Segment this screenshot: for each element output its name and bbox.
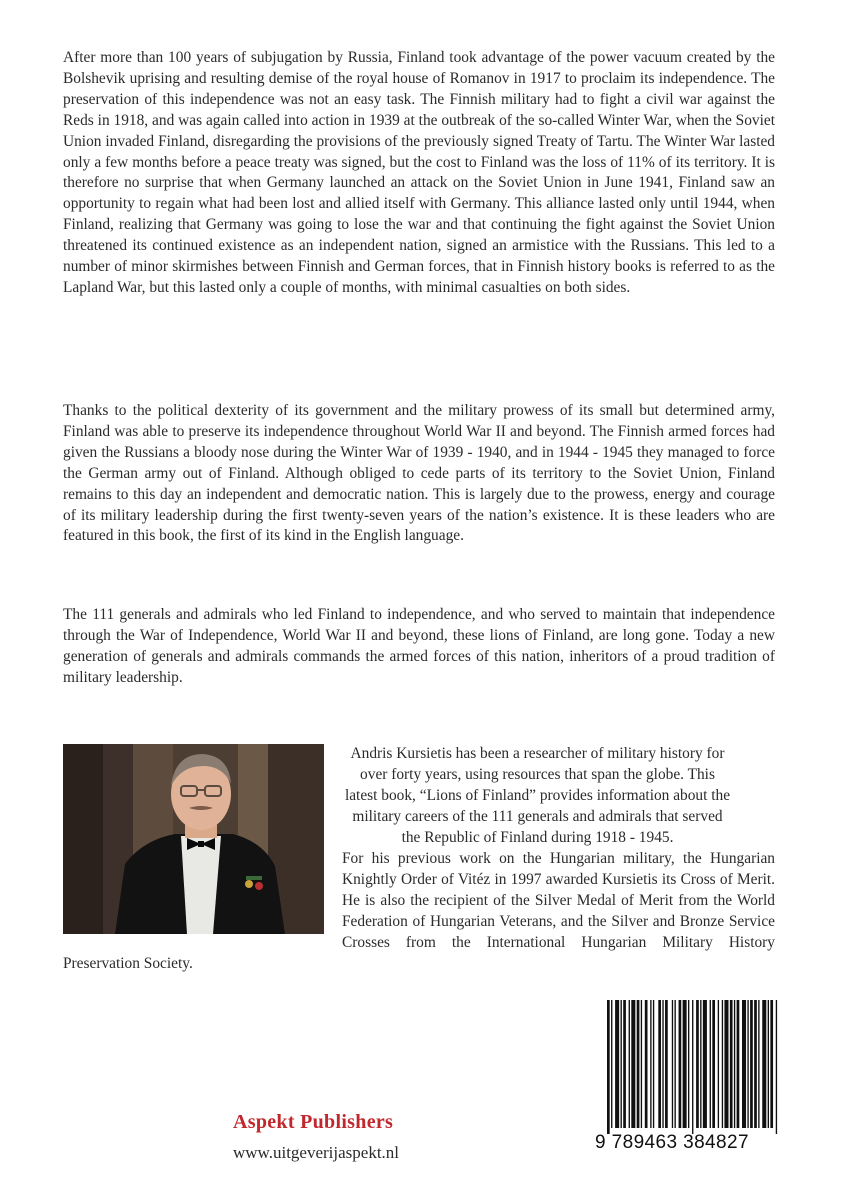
- barcode-bar: [747, 1000, 748, 1128]
- barcode-bar: [653, 1000, 654, 1128]
- barcode-bar: [722, 1000, 723, 1128]
- barcode-bar: [762, 1000, 766, 1128]
- barcode-bar: [615, 1000, 619, 1128]
- author-bio-paragraph-2: [63, 849, 775, 974]
- barcode-bar: [776, 1000, 777, 1134]
- publisher-name: Aspekt Publishers: [233, 1111, 394, 1133]
- history-paragraph-2: Thanks to the political dexterity of its government and the military prowess of its small but determined army, Finland was able to preserve its independence throughout World War II and beyond. The Finnish armed forces had given the Russians a bloody nose during the Winter War of 1939 - 1940, and in 1944 - 1945 they managed to force the German army out of Finland. Although obliged to cede parts of its territory to the Soviet Union, Finland remains to this day an independent and democratic nation. This is largely due to the prowess, energy and courage of its military leadership during the first twenty-seven years of the nation’s existence. It is these leaders who are featured in this book, the first of its kind in the English language.: [63, 402, 775, 545]
- barcode-bar: [631, 1000, 635, 1128]
- barcode-bar: [724, 1000, 728, 1128]
- barcode-bar: [662, 1000, 663, 1128]
- barcode-bar: [696, 1000, 699, 1128]
- barcode-bar: [700, 1000, 701, 1128]
- barcode-bar: [712, 1000, 715, 1128]
- barcode-bar: [645, 1000, 648, 1128]
- barcode-bar: [710, 1000, 711, 1128]
- barcode-bar: [679, 1000, 682, 1128]
- barcode-bar: [629, 1000, 630, 1128]
- barcode-bar: [688, 1000, 689, 1128]
- barcode-bar: [718, 1000, 719, 1128]
- barcode-bar: [730, 1000, 733, 1128]
- barcode-bar: [683, 1000, 687, 1128]
- history-paragraph-3: The 111 generals and admirals who led Finland to independence, and who served to maintain that independence through the War of Independence, World War II and beyond, these lions of Finland, are long gone. Today a new generation of generals and admirals commands the armed forces of this nation, inheritors of a proud tradition of military leadership.: [63, 606, 775, 686]
- barcode-bar: [641, 1000, 642, 1128]
- barcode-bar: [770, 1000, 773, 1128]
- barcode-bar: [611, 1000, 612, 1128]
- barcode-bar: [623, 1000, 626, 1128]
- barcode-bar: [750, 1000, 753, 1128]
- barcode-bar: [692, 1000, 693, 1134]
- barcode-bar: [758, 1000, 759, 1128]
- barcode-bar: [754, 1000, 757, 1128]
- barcode-bar: [672, 1000, 673, 1128]
- barcode-bar: [621, 1000, 622, 1128]
- isbn-digits: 9 789463 384827: [595, 1132, 749, 1153]
- barcode-bars-icon: [593, 998, 783, 1134]
- barcode-bar: [742, 1000, 746, 1128]
- author-bio-text-2: For his previous work on the Hungarian military, the Hungarian Knightly Order of Vitéz in 1997 awarded Kursietis its Cross of Merit. He is also the recipient of the Silver Medal of Merit from the World Federation of Hungarian Veterans, and the Silver and Bronze Service Crosses from the International Hungarian Military History Preservation Society.: [63, 850, 775, 972]
- barcode-bar: [650, 1000, 651, 1128]
- publisher-website[interactable]: www.uitgeverijaspekt.nl: [233, 1143, 400, 1162]
- history-paragraph-1: After more than 100 years of subjugation by Russia, Finland took advantage of the power vacuum created by the Bolshevik uprising and resulting demise of the royal house of Romanov in 1917 to proclaim its independence. The preservation of this independence was not an easy task. The Finnish military had to fight a civil war against the Reds in 1918, and was again called into action in 1939 at the outbreak of the so-called Winter War, when the Soviet Union invaded Finland, disregarding the provisions of the previously signed Treaty of Tartu. The Winter War lasted only a few months before a peace treaty was signed, but the cost to Finland was the loss of 11% of its territory. It is therefore no surprise that when Germany launched an attack on the Soviet Union in June 1941, Finland saw an opportunity to regain what had been lost and allied itself with Germany. This alliance lasted only until 1944, when Finland, realizing that Germany was going to lose the war and that continuing the fight against the Soviet Union threatened its continued existence as an independent nation, signed an armistice with the Russians. This led to a number of minor skirmishes between Finnish and German forces, that in Finnish history books is referred to as the Lapland War, but this lasted only a couple of months, with minimal casualties on both sides.: [63, 49, 775, 296]
- barcode-bar: [734, 1000, 735, 1128]
- barcode-bar: [737, 1000, 740, 1128]
- barcode-bar: [665, 1000, 668, 1128]
- barcode-bar: [703, 1000, 707, 1128]
- author-bio-paragraph-1: Andris Kursietis has been a researcher of military history for over forty years, using resources that span the globe. This latest book, “Lions of Finland” provides information about the military careers of the 111 generals and admirals that served the Republic of Finland during 1918 - 1945.: [344, 745, 731, 846]
- barcode-bar: [768, 1000, 769, 1128]
- barcode-bar: [675, 1000, 676, 1128]
- barcode-bar: [637, 1000, 640, 1128]
- barcode-bar: [658, 1000, 661, 1128]
- isbn-barcode: [593, 998, 783, 1160]
- barcode-bar: [607, 1000, 610, 1134]
